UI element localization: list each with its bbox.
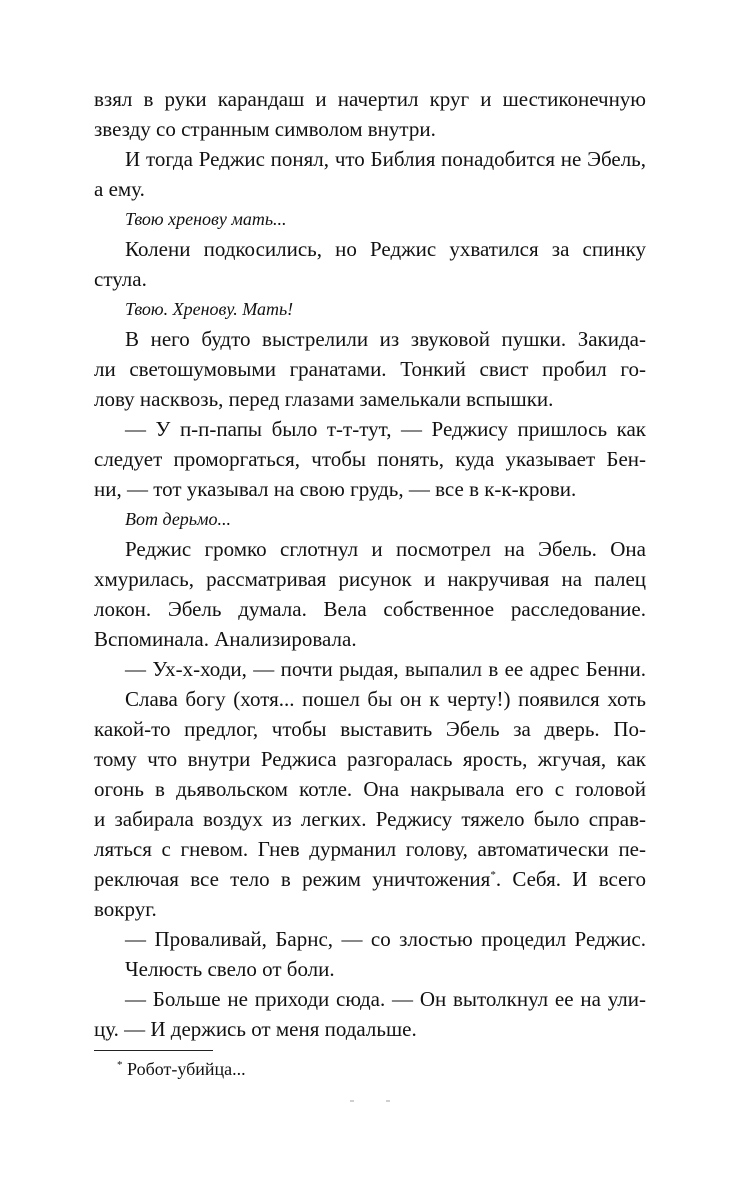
footnote-text: Робот-убийца... <box>127 1059 246 1079</box>
text-segment: . Себя. И всего <box>495 867 646 891</box>
text-line-with-footnote-ref <box>94 864 646 894</box>
text-line: Слава богу (хотя... пошел бы он к черту!) появился хоть <box>125 687 646 711</box>
text-line: лову насквозь, перед глазами замелькали вспышки. <box>94 387 554 411</box>
text-line: Вспоминала. Анализировала. <box>94 627 357 651</box>
text-line: Челюсть свело от боли. <box>125 957 335 981</box>
italic-thought-line: Вот дерьмо... <box>125 509 231 529</box>
text-line: какой-то предлог, чтобы выставить Эбель за дверь. По- <box>94 717 646 741</box>
text-line: — Проваливай, Барнс, — со злостью процедил Реджис. <box>125 927 646 951</box>
book-page-text <box>94 84 646 1044</box>
text-line: В него будто выстрелили из звуковой пушки. Закида- <box>125 327 646 351</box>
text-line: — У п-п-папы было т-т-тут, — Реджису пришлось как <box>125 417 646 441</box>
text-segment: реключая все тело в режим уничтожения <box>94 867 491 891</box>
text-line: стула. <box>94 267 147 291</box>
text-line: ли светошумовыми гранатами. Тонкий свист пробил го- <box>94 357 646 381</box>
text-line: следует проморгаться, чтобы понять, куда указывает Бен- <box>94 447 646 471</box>
text-line: Реджис громко сглотнул и посмотрел на Эбель. Она <box>125 537 646 561</box>
footnote-marker: * <box>117 1059 123 1071</box>
text-line: хмурилась, рассматривая рисунок и накручивая на палец <box>94 567 646 591</box>
footnote <box>117 1057 246 1081</box>
text-line: ни, — тот указывал на свою грудь, — все в к-к-крови. <box>94 477 577 501</box>
text-line: — Ух-х-ходи, — почти рыдая, выпалил в ее адрес Бенни. <box>125 657 646 681</box>
footnote-reference: * <box>490 869 496 881</box>
scan-smudge <box>350 1100 354 1102</box>
text-line: звезду со странным символом внутри. <box>94 117 436 141</box>
text-line: локон. Эбель думала. Вела собственное расследование. <box>94 597 646 621</box>
text-line: И тогда Реджис понял, что Библия понадобится не Эбель, <box>125 147 646 171</box>
text-line: вокруг. <box>94 897 157 921</box>
text-line: цу. — И держись от меня подальше. <box>94 1017 417 1041</box>
text-line: а ему. <box>94 177 145 201</box>
text-line: взял в руки карандаш и начертил круг и шестиконечную <box>94 87 646 111</box>
text-line: и забирала воздух из легких. Реджису тяжело было справ- <box>94 807 646 831</box>
text-line: — Больше не приходи сюда. — Он вытолкнул ее на ули- <box>125 987 646 1011</box>
text-line: Колени подкосились, но Реджис ухватился за спинку <box>125 237 646 261</box>
text-line: тому что внутри Реджиса разгоралась ярость, жгучая, как <box>94 747 646 771</box>
text-line: огонь в дьявольском котле. Она накрывала его с головой <box>94 777 646 801</box>
italic-thought-line: Твою. Хренову. Мать! <box>125 299 294 319</box>
italic-thought-line: Твою хренову мать... <box>125 209 287 229</box>
text-line: ляться с гневом. Гнев дурманил голову, автоматически пе- <box>94 837 646 861</box>
scan-smudge <box>386 1100 390 1102</box>
footnote-divider <box>94 1050 213 1051</box>
